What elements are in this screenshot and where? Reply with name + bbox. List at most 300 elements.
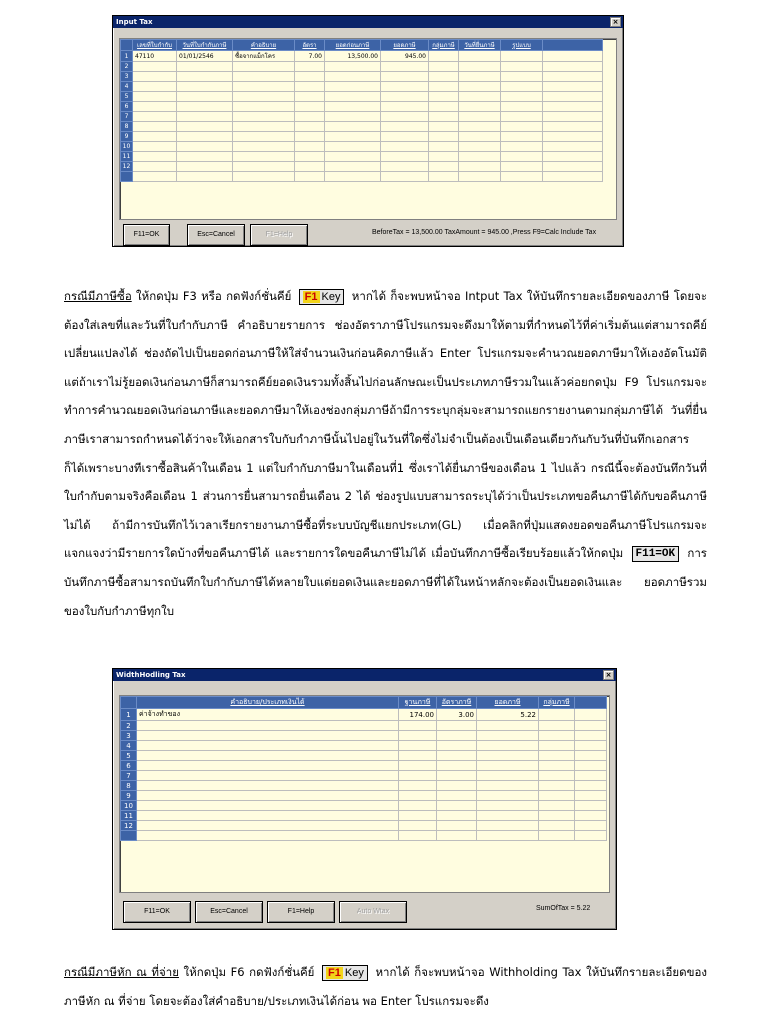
input-tax-dialog	[112, 15, 624, 247]
grid-cell[interactable]	[477, 741, 539, 751]
section-title: กรณีมีภาษีหัก ณ ที่จ่าย	[64, 965, 179, 979]
grid-cell[interactable]	[477, 821, 539, 831]
withholding-tax-title: WidthHodling Tax	[116, 671, 186, 679]
grid-cell[interactable]: ซื้อจากแม็กโคร	[233, 51, 295, 62]
column-header[interactable]: ฐานภาษี	[399, 697, 437, 709]
grid-cell[interactable]: 3.00	[437, 709, 477, 721]
column-header[interactable]: กลุ่มภาษี	[429, 40, 459, 51]
grid-cell[interactable]	[133, 152, 177, 162]
grid-cell[interactable]	[133, 142, 177, 152]
grid-cell[interactable]	[399, 831, 437, 841]
row-number: 12	[121, 821, 137, 831]
grid-cell[interactable]	[399, 761, 437, 771]
grid-cell[interactable]	[233, 92, 295, 102]
section-title: กรณีมีภาษีซื้อ	[64, 289, 132, 303]
grid-cell[interactable]	[437, 761, 477, 771]
grid-cell[interactable]	[501, 122, 543, 132]
row-number: 8	[121, 122, 133, 132]
grid-cell[interactable]	[459, 132, 501, 142]
grid-cell[interactable]	[325, 112, 381, 122]
grid-cell[interactable]	[177, 172, 233, 182]
grid-cell[interactable]	[437, 781, 477, 791]
row-number: 1	[121, 51, 133, 62]
grid-cell[interactable]	[295, 122, 325, 132]
paragraph-text: หากได้ ก็จะพบหน้าจอ Intput Tax ให้บันทึกรายละเอียดของภาษี โดยจะต้องใส่เลขที่และวันที่ใบกำกับภาษี คำอธิบายรายการ ช่องอัตราภาษีโปรแกรมจะดึงมาให้ตามที่กำหนดไว้ที่ค่าเริ่มต้นแต่สามารถคีย์เปลี่ยนแปลงได้ ช่องถัดไปเป็นยอดก่อนภาษีให้ใส่จำนวนเงินก่อนคิดภาษีแล้ว Enter โปรแกรมจะคำนวณยอดภาษีมาให้เองอัตโนมัติ แต่ถ้าเราไม่รู้ยอดเงินก่อนภาษีก็สามารถคีย์ยอดเงินรวมทั้งสิ้นไปก่อนลักษณะเป็นประเภทภาษีรวมในแล้วค่อยกดปุ่ม F9 โปรแกรมจะทำการคำนวณยอดเงินก่อนภาษีและยอดภาษีมาให้เองช่องกลุ่มภาษีถ้ามีการระบุกลุ่มจะสามารถแยกรายงานตามกลุ่มภาษีได้ วันที่ยื่นภาษีเราสามารถกำหนดได้ว่าจะให้เอกสารใบกับกำภาษีนั้นไปอยู่ในวันที่ใดซึ่งไม่จำเป็นต้องเป็นเดือนเดียวกันกับวันที่บันทึกเอกสารก็ได้เพราะบางทีเราซื้อสินค้าในเดือน 1 แต่ใบกำกับภาษีมาในเดือนที่1 ซึ่งเราได้ยื่นภาษีของเดือน 1 ไปแล้ว กรณีนี้จะต้องบันทึกวันที่ใบกำกับตามจริงคือเดือน 1 ส่วนการยื่นสามารถยื่นเดือน 2 ได้ ช่องรูปแบบสามารถระบุได้ว่าเป็นประเภทขอคืนภาษีได้กับขอคืนภาษีไม่ได้ ถ้ามีการบันทึกไว้เวลาเรียกรายงานภาษีซื้อที่ระบบบัญชีแยกประเภท(GL) เมื่อคลิกที่ปุ่มแสดงยอดขอคืนภาษีโปรแกรมจะแจกแจงว่ามีรายการใดบ้างที่ขอคืนภาษีได้ และรายการใดขอคืนภาษีไม่ได้ เมื่อบันทึกภาษีซื้อเรียบร้อยแล้วให้กดปุ่ม	[64, 289, 707, 561]
grid-cell[interactable]	[477, 751, 539, 761]
grid-cell[interactable]	[295, 142, 325, 152]
close-icon[interactable]: ×	[610, 17, 621, 27]
grid-filler-cell	[543, 122, 603, 132]
grid-cell[interactable]	[477, 801, 539, 811]
grid-cell[interactable]	[429, 72, 459, 82]
grid-cell[interactable]	[325, 82, 381, 92]
grid-cell[interactable]	[133, 172, 177, 182]
grid-cell[interactable]	[233, 162, 295, 172]
row-number: 2	[121, 721, 137, 731]
grid-cell[interactable]: 174.00	[399, 709, 437, 721]
column-header-filler	[543, 40, 603, 51]
grid-filler-cell	[575, 821, 607, 831]
table-row[interactable]	[121, 122, 603, 132]
grid-cell[interactable]	[399, 771, 437, 781]
grid-cell[interactable]	[429, 92, 459, 102]
grid-cell[interactable]	[233, 72, 295, 82]
grid-corner	[121, 40, 133, 51]
withholding-tax-dialog	[112, 668, 617, 930]
grid-cell[interactable]	[501, 72, 543, 82]
grid-cell[interactable]	[381, 82, 429, 92]
grid-cell[interactable]	[437, 821, 477, 831]
grid-cell[interactable]	[477, 761, 539, 771]
grid-cell[interactable]	[501, 112, 543, 122]
help-button[interactable]: F1=Help	[267, 901, 335, 923]
column-header[interactable]: คำอธิบาย	[233, 40, 295, 51]
column-header[interactable]: อัตรา	[295, 40, 325, 51]
grid-cell[interactable]	[477, 731, 539, 741]
grid-cell[interactable]	[177, 92, 233, 102]
grid-filler-cell	[575, 801, 607, 811]
row-number: 6	[121, 761, 137, 771]
grid-filler-cell	[575, 781, 607, 791]
grid-cell[interactable]	[429, 162, 459, 172]
grid-cell[interactable]	[539, 761, 575, 771]
grid-filler-cell	[575, 709, 607, 721]
grid-cell[interactable]	[459, 152, 501, 162]
grid-cell[interactable]	[233, 172, 295, 182]
grid-cell[interactable]	[325, 102, 381, 112]
row-number: 3	[121, 731, 137, 741]
grid-cell[interactable]	[133, 132, 177, 142]
grid-cell[interactable]	[539, 801, 575, 811]
grid-cell[interactable]	[437, 721, 477, 731]
grid-cell[interactable]	[177, 142, 233, 152]
table-row[interactable]	[121, 142, 603, 152]
row-number: 10	[121, 801, 137, 811]
column-header[interactable]: เลขที่ใบกำกับ	[133, 40, 177, 51]
grid-filler-cell	[575, 731, 607, 741]
grid-filler-cell	[543, 132, 603, 142]
grid-cell[interactable]	[429, 102, 459, 112]
grid-cell[interactable]	[459, 72, 501, 82]
grid-cell[interactable]	[137, 721, 399, 731]
grid-filler-cell	[543, 92, 603, 102]
grid-cell[interactable]	[477, 791, 539, 801]
grid-filler-cell	[575, 751, 607, 761]
table-row[interactable]	[121, 771, 607, 781]
column-header[interactable]: อัตราภาษี	[437, 697, 477, 709]
row-number: 10	[121, 142, 133, 152]
column-header[interactable]: ยอดภาษี	[381, 40, 429, 51]
ok-button[interactable]: F11=OK	[123, 224, 170, 246]
grid-cell[interactable]	[477, 721, 539, 731]
table-row[interactable]	[121, 102, 603, 112]
grid-corner	[121, 697, 137, 709]
grid-cell[interactable]	[177, 122, 233, 132]
grid-cell[interactable]	[501, 92, 543, 102]
grid-cell[interactable]	[295, 102, 325, 112]
grid-cell[interactable]	[429, 172, 459, 182]
table-row[interactable]	[121, 761, 607, 771]
grid-filler-cell	[543, 82, 603, 92]
grid-cell[interactable]	[477, 811, 539, 821]
row-number	[121, 172, 133, 182]
row-number: 5	[121, 751, 137, 761]
grid-cell[interactable]	[437, 811, 477, 821]
grid-cell[interactable]	[133, 122, 177, 132]
grid-cell[interactable]	[459, 172, 501, 182]
grid-filler-cell	[543, 152, 603, 162]
grid-cell[interactable]	[399, 791, 437, 801]
grid-cell[interactable]	[501, 162, 543, 172]
grid-cell[interactable]	[137, 791, 399, 801]
grid-cell[interactable]	[399, 741, 437, 751]
grid-cell[interactable]	[137, 801, 399, 811]
grid-cell[interactable]	[137, 821, 399, 831]
grid-cell[interactable]	[501, 102, 543, 112]
grid-cell[interactable]	[137, 811, 399, 821]
grid-cell[interactable]	[295, 152, 325, 162]
grid-cell[interactable]: 01/01/2546	[177, 51, 233, 62]
grid-cell[interactable]	[233, 112, 295, 122]
grid-cell[interactable]	[399, 781, 437, 791]
grid-cell[interactable]	[177, 72, 233, 82]
grid-cell[interactable]	[325, 162, 381, 172]
table-row[interactable]	[121, 731, 607, 741]
grid-cell[interactable]	[501, 51, 543, 62]
grid-cell[interactable]	[429, 112, 459, 122]
grid-cell[interactable]	[137, 781, 399, 791]
grid-cell[interactable]	[437, 791, 477, 801]
grid-cell[interactable]	[437, 751, 477, 761]
grid-cell[interactable]	[233, 152, 295, 162]
grid-cell[interactable]	[501, 152, 543, 162]
grid-cell[interactable]	[325, 122, 381, 132]
grid-cell[interactable]: 945.00	[381, 51, 429, 62]
table-row[interactable]	[121, 821, 607, 831]
row-number: 9	[121, 791, 137, 801]
column-header[interactable]: กลุ่มภาษี	[539, 697, 575, 709]
grid-cell[interactable]	[177, 152, 233, 162]
grid-filler-cell	[575, 791, 607, 801]
table-row[interactable]	[121, 709, 607, 721]
grid-cell[interactable]	[539, 709, 575, 721]
column-header[interactable]: วันที่ยื่นภาษี	[459, 40, 501, 51]
row-number: 5	[121, 92, 133, 102]
grid-cell[interactable]	[295, 112, 325, 122]
grid-cell[interactable]	[233, 142, 295, 152]
grid-cell[interactable]	[177, 162, 233, 172]
input-tax-title: Input Tax	[116, 18, 153, 26]
grid-cell[interactable]	[477, 781, 539, 791]
table-row[interactable]	[121, 741, 607, 751]
table-row[interactable]	[121, 781, 607, 791]
table-row[interactable]	[121, 82, 603, 92]
grid-filler-cell	[543, 112, 603, 122]
grid-filler-cell	[543, 72, 603, 82]
grid-cell[interactable]	[381, 132, 429, 142]
grid-cell[interactable]	[429, 142, 459, 152]
grid-cell[interactable]	[177, 62, 233, 72]
grid-cell[interactable]: 47110	[133, 51, 177, 62]
grid-cell[interactable]	[399, 801, 437, 811]
grid-cell[interactable]	[477, 831, 539, 841]
grid-cell[interactable]	[381, 92, 429, 102]
paragraph-text: ให้กดปุ่ม F3 หรือ กดฟังก์ชั่นคีย์	[131, 289, 296, 303]
paragraph-text: การบันทึกภาษีซื้อสามารถบันทึกใบกำกับภาษีได้หลายใบแต่ยอดเงินและยอดภาษีที่ได้ในหน้าหลักจะต้องเป็นยอดเงินและ ยอดภาษีรวมของใบกับกำภาษีทุกใบ	[64, 546, 707, 618]
grid-cell[interactable]	[459, 162, 501, 172]
grid-filler-cell	[543, 51, 603, 62]
grid-cell[interactable]	[133, 112, 177, 122]
grid-filler-cell	[543, 102, 603, 112]
grid-cell[interactable]	[137, 741, 399, 751]
grid-cell[interactable]	[501, 132, 543, 142]
table-row[interactable]	[121, 51, 603, 62]
grid-cell[interactable]	[133, 82, 177, 92]
grid-cell[interactable]	[459, 51, 501, 62]
f1-key-icon: F1 Key	[322, 965, 368, 981]
grid-cell[interactable]	[539, 751, 575, 761]
grid-cell[interactable]	[381, 142, 429, 152]
column-header[interactable]: รูปแบบ	[501, 40, 543, 51]
table-row[interactable]	[121, 751, 607, 761]
grid-cell[interactable]	[501, 62, 543, 72]
grid-cell[interactable]	[429, 152, 459, 162]
grid-cell[interactable]	[399, 751, 437, 761]
grid-cell[interactable]	[381, 72, 429, 82]
grid-cell[interactable]	[381, 102, 429, 112]
grid-filler-cell	[575, 761, 607, 771]
row-number: 11	[121, 811, 137, 821]
grid-cell[interactable]	[325, 92, 381, 102]
input-tax-paragraph	[64, 282, 707, 625]
grid-cell[interactable]	[399, 731, 437, 741]
grid-filler-cell	[543, 62, 603, 72]
input-tax-table	[120, 39, 603, 182]
grid-cell[interactable]	[381, 162, 429, 172]
grid-cell[interactable]	[437, 801, 477, 811]
grid-cell[interactable]	[539, 821, 575, 831]
table-row[interactable]	[121, 791, 607, 801]
grid-cell[interactable]	[429, 122, 459, 132]
withholding-tax-grid	[119, 695, 610, 893]
grid-cell[interactable]: 13,500.00	[325, 51, 381, 62]
grid-cell[interactable]	[381, 122, 429, 132]
table-row[interactable]	[121, 172, 603, 182]
table-row[interactable]	[121, 162, 603, 172]
grid-cell[interactable]	[295, 172, 325, 182]
grid-cell[interactable]	[381, 152, 429, 162]
grid-cell[interactable]	[295, 162, 325, 172]
column-header[interactable]: ยอดก่อนภาษี	[325, 40, 381, 51]
grid-cell[interactable]	[295, 132, 325, 142]
grid-cell[interactable]: 7.00	[295, 51, 325, 62]
grid-filler-cell	[543, 162, 603, 172]
grid-cell[interactable]	[325, 172, 381, 182]
grid-cell[interactable]	[437, 731, 477, 741]
grid-cell[interactable]	[133, 72, 177, 82]
grid-cell[interactable]	[177, 102, 233, 112]
grid-cell[interactable]	[501, 82, 543, 92]
grid-cell[interactable]	[295, 92, 325, 102]
input-tax-titlebar	[113, 16, 623, 28]
grid-cell[interactable]	[233, 122, 295, 132]
row-number	[121, 831, 137, 841]
grid-cell[interactable]	[177, 82, 233, 92]
grid-cell[interactable]	[295, 62, 325, 72]
row-number: 4	[121, 741, 137, 751]
grid-cell[interactable]	[233, 132, 295, 142]
grid-cell[interactable]	[233, 82, 295, 92]
grid-cell[interactable]	[137, 761, 399, 771]
help-button[interactable]: F1=Help	[250, 224, 308, 246]
grid-cell[interactable]	[381, 112, 429, 122]
grid-cell[interactable]	[233, 62, 295, 72]
grid-cell[interactable]	[429, 62, 459, 72]
grid-cell[interactable]	[539, 791, 575, 801]
row-number: 6	[121, 102, 133, 112]
grid-cell[interactable]	[133, 102, 177, 112]
sum-of-tax-status: SumOfTax = 5.22	[536, 905, 591, 912]
grid-cell[interactable]	[437, 771, 477, 781]
input-tax-grid	[119, 38, 617, 220]
table-row[interactable]	[121, 72, 603, 82]
grid-cell[interactable]	[539, 721, 575, 731]
table-row[interactable]	[121, 721, 607, 731]
grid-cell[interactable]	[539, 811, 575, 821]
grid-cell[interactable]	[233, 102, 295, 112]
table-row[interactable]	[121, 92, 603, 102]
grid-cell[interactable]	[437, 741, 477, 751]
column-header-filler	[575, 697, 607, 709]
table-row[interactable]	[121, 811, 607, 821]
grid-cell[interactable]	[501, 142, 543, 152]
grid-cell[interactable]	[295, 72, 325, 82]
grid-cell[interactable]	[539, 831, 575, 841]
grid-cell[interactable]: 5.22	[477, 709, 539, 721]
auto-wtax-button[interactable]: Auto Wtax	[339, 901, 407, 923]
grid-cell[interactable]	[177, 112, 233, 122]
grid-cell[interactable]	[429, 82, 459, 92]
grid-cell[interactable]	[325, 72, 381, 82]
grid-cell[interactable]	[137, 771, 399, 781]
grid-cell[interactable]	[295, 82, 325, 92]
table-row[interactable]	[121, 62, 603, 72]
row-number: 4	[121, 82, 133, 92]
grid-cell[interactable]	[501, 172, 543, 182]
grid-cell[interactable]	[133, 162, 177, 172]
grid-cell[interactable]	[137, 731, 399, 741]
column-header[interactable]: วันที่ใบกำกับภาษี	[177, 40, 233, 51]
cancel-button[interactable]: Esc=Cancel	[195, 901, 263, 923]
grid-cell[interactable]	[177, 132, 233, 142]
grid-filler-cell	[575, 741, 607, 751]
withholding-tax-table	[120, 696, 607, 841]
grid-filler-cell	[575, 771, 607, 781]
grid-cell[interactable]: ค่าจ้างทำของ	[137, 709, 399, 721]
grid-cell[interactable]	[137, 751, 399, 761]
row-number: 12	[121, 162, 133, 172]
table-row[interactable]	[121, 152, 603, 162]
column-header[interactable]: คำอธิบาย/ประเภทเงินได้	[137, 697, 399, 709]
grid-cell[interactable]	[477, 771, 539, 781]
table-row[interactable]	[121, 112, 603, 122]
grid-cell[interactable]	[381, 172, 429, 182]
grid-cell[interactable]	[539, 741, 575, 751]
grid-cell[interactable]	[459, 112, 501, 122]
grid-cell[interactable]	[459, 102, 501, 112]
grid-cell[interactable]	[437, 831, 477, 841]
grid-cell[interactable]	[429, 51, 459, 62]
grid-cell[interactable]	[325, 132, 381, 142]
grid-cell[interactable]	[459, 142, 501, 152]
table-row[interactable]	[121, 801, 607, 811]
grid-cell[interactable]	[539, 781, 575, 791]
grid-cell[interactable]	[399, 721, 437, 731]
grid-cell[interactable]	[429, 132, 459, 142]
row-number: 9	[121, 132, 133, 142]
table-row[interactable]	[121, 831, 607, 841]
grid-cell[interactable]	[459, 82, 501, 92]
grid-cell[interactable]	[539, 771, 575, 781]
grid-cell[interactable]	[399, 811, 437, 821]
grid-cell[interactable]	[133, 92, 177, 102]
row-number: 8	[121, 781, 137, 791]
close-icon[interactable]: ×	[603, 670, 614, 680]
grid-filler-cell	[543, 172, 603, 182]
column-header[interactable]: ยอดภาษี	[477, 697, 539, 709]
grid-cell[interactable]	[381, 62, 429, 72]
cancel-button[interactable]: Esc=Cancel	[187, 224, 245, 246]
paragraph-text: ให้กดปุ่ม F6 กดฟังก์ชั่นคีย์	[178, 965, 320, 979]
paragraph-text: หากได้ ก็จะพบหน้าจอ Withholding Tax ให้บันทึกรายละเอียดของภาษีหัก ณ ที่จ่าย โดยจะต้องใส่คำอธิบาย/ประเภทเงินได้ก่อน พอ Enter โปรแกรมจะดึง	[64, 965, 708, 1008]
grid-cell[interactable]	[459, 92, 501, 102]
ok-button[interactable]: F11=OK	[123, 901, 191, 923]
grid-cell[interactable]	[325, 142, 381, 152]
grid-cell[interactable]	[539, 731, 575, 741]
grid-cell[interactable]	[459, 62, 501, 72]
table-row[interactable]	[121, 132, 603, 142]
row-number: 3	[121, 72, 133, 82]
grid-cell[interactable]	[399, 821, 437, 831]
grid-cell[interactable]	[459, 122, 501, 132]
grid-cell[interactable]	[325, 62, 381, 72]
grid-filler-cell	[543, 142, 603, 152]
grid-cell[interactable]	[133, 62, 177, 72]
grid-cell[interactable]	[137, 831, 399, 841]
f1-key-icon: F1 Key	[299, 289, 345, 305]
row-number: 7	[121, 112, 133, 122]
grid-cell[interactable]	[325, 152, 381, 162]
